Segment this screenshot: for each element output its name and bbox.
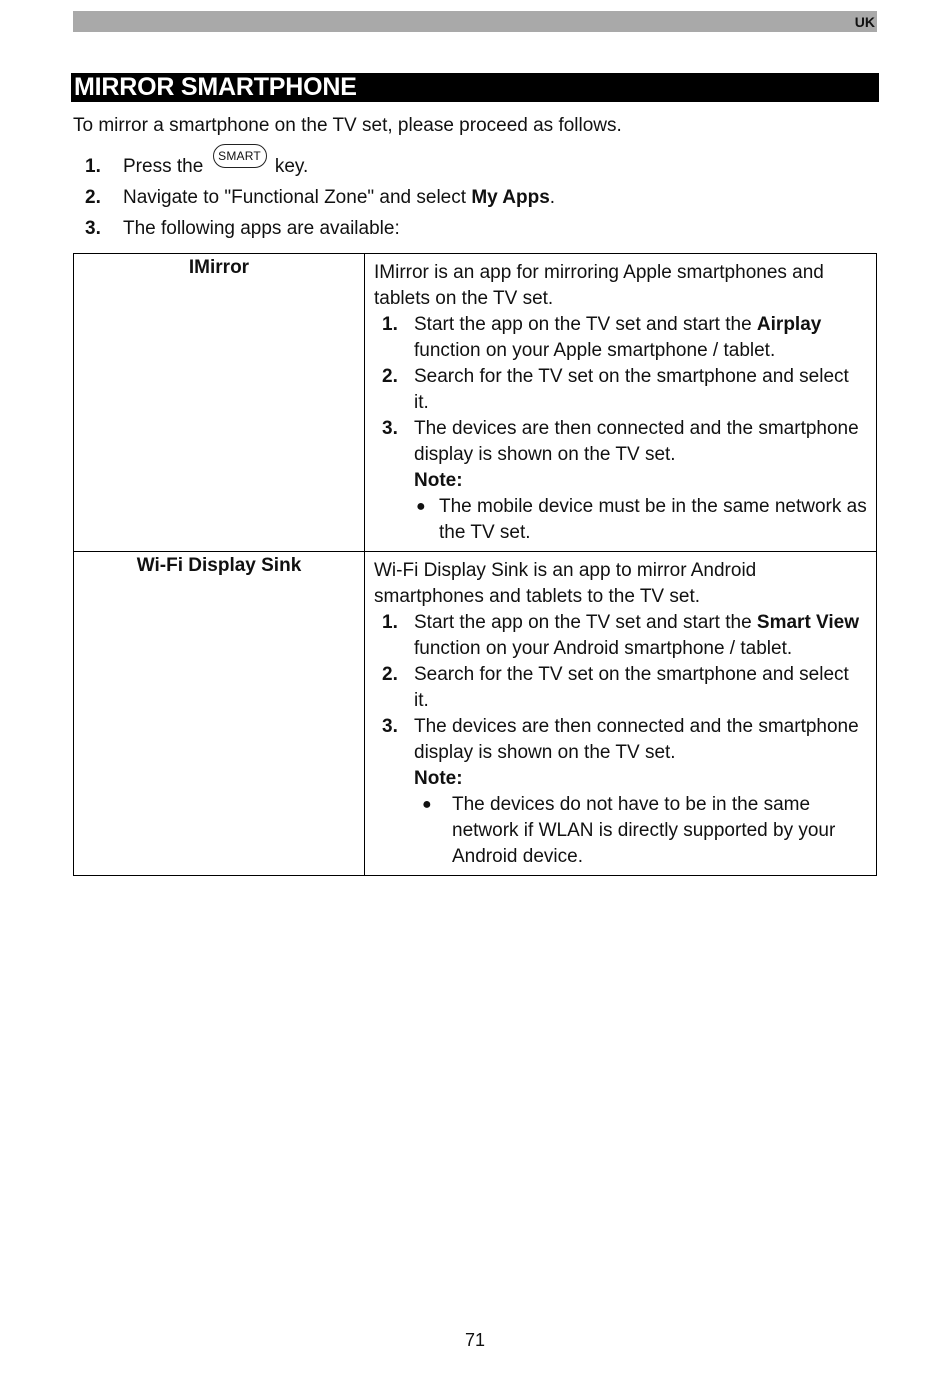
app-lead-text: Wi-Fi Display Sink is an app to mirror Android smartphones and tablets to the TV set. <box>374 560 757 607</box>
step-text <box>123 187 555 209</box>
app-lead-text: IMirror is an app for mirroring Apple smartphones and tablets on the TV set. <box>374 262 824 309</box>
note-bullets <box>374 494 868 546</box>
item-text-after: function on your Android smartphone / tablet. <box>414 638 793 659</box>
step-text-before: Press the <box>123 156 204 177</box>
item-number: 1. <box>382 314 398 335</box>
table-row <box>74 552 877 876</box>
page-number: 71 <box>464 1330 486 1350</box>
item-text-bold: Airplay <box>756 314 822 335</box>
header-bar <box>73 11 877 32</box>
item-number: 2. <box>382 664 398 685</box>
step-text-before: Navigate to "Functional Zone" and select <box>123 187 472 208</box>
step-text: The following apps are available: <box>123 218 400 239</box>
list-item <box>374 312 868 364</box>
list-item <box>374 364 868 416</box>
section-title: MIRROR SMARTPHONE <box>71 73 879 102</box>
item-text: The devices are then connected and the smartphone display is shown on the TV set. <box>414 716 859 763</box>
item-text: Search for the TV set on the smartphone and select it. <box>414 664 849 711</box>
list-item <box>374 662 868 714</box>
app-steps <box>374 312 868 468</box>
step-number: 2. <box>85 187 101 208</box>
item-number: 1. <box>382 612 398 633</box>
app-description <box>365 254 877 552</box>
bullet-icon: ● <box>422 796 432 813</box>
bullet-icon: ● <box>416 498 426 515</box>
app-name-imirror: IMirror <box>74 254 365 552</box>
item-text-after: function on your Apple smartphone / tablet. <box>414 340 776 361</box>
step-number: 3. <box>85 218 101 239</box>
list-item <box>374 714 868 766</box>
item-text-before: Start the app on the TV set and start the <box>414 314 757 335</box>
list-item <box>374 494 868 546</box>
item-number: 3. <box>382 418 398 439</box>
intro-text: To mirror a smartphone on the TV set, please proceed as follows. <box>73 115 622 136</box>
step-text <box>123 149 309 180</box>
apps-table <box>73 253 877 876</box>
item-number: 2. <box>382 366 398 387</box>
note-label: Note: <box>414 470 463 491</box>
item-text: Search for the TV set on the smartphone and select it. <box>414 366 849 413</box>
bullet-text: The mobile device must be in the same network as the TV set. <box>439 496 867 543</box>
smart-key-icon: SMART <box>213 144 267 168</box>
step-number: 1. <box>85 156 101 177</box>
item-text-bold: Smart View <box>756 612 860 633</box>
item-text-before: Start the app on the TV set and start the <box>414 612 757 633</box>
list-item <box>374 792 868 870</box>
note-bullets <box>374 792 868 870</box>
step-text-bold: My Apps <box>471 187 550 208</box>
list-item <box>374 610 868 662</box>
language-label: UK <box>854 14 875 30</box>
step-text-after: key. <box>274 156 309 177</box>
list-item <box>374 416 868 468</box>
app-steps <box>374 610 868 766</box>
note-label: Note: <box>414 768 463 789</box>
app-description <box>365 552 877 876</box>
bullet-text: The devices do not have to be in the same network if WLAN is directly supported by your Android device. <box>452 794 836 867</box>
app-name-wifi-display-sink: Wi-Fi Display Sink <box>74 552 365 876</box>
item-number: 3. <box>382 716 398 737</box>
step-text-after: . <box>549 187 556 208</box>
table-row <box>74 254 877 552</box>
item-text: The devices are then connected and the smartphone display is shown on the TV set. <box>414 418 859 465</box>
